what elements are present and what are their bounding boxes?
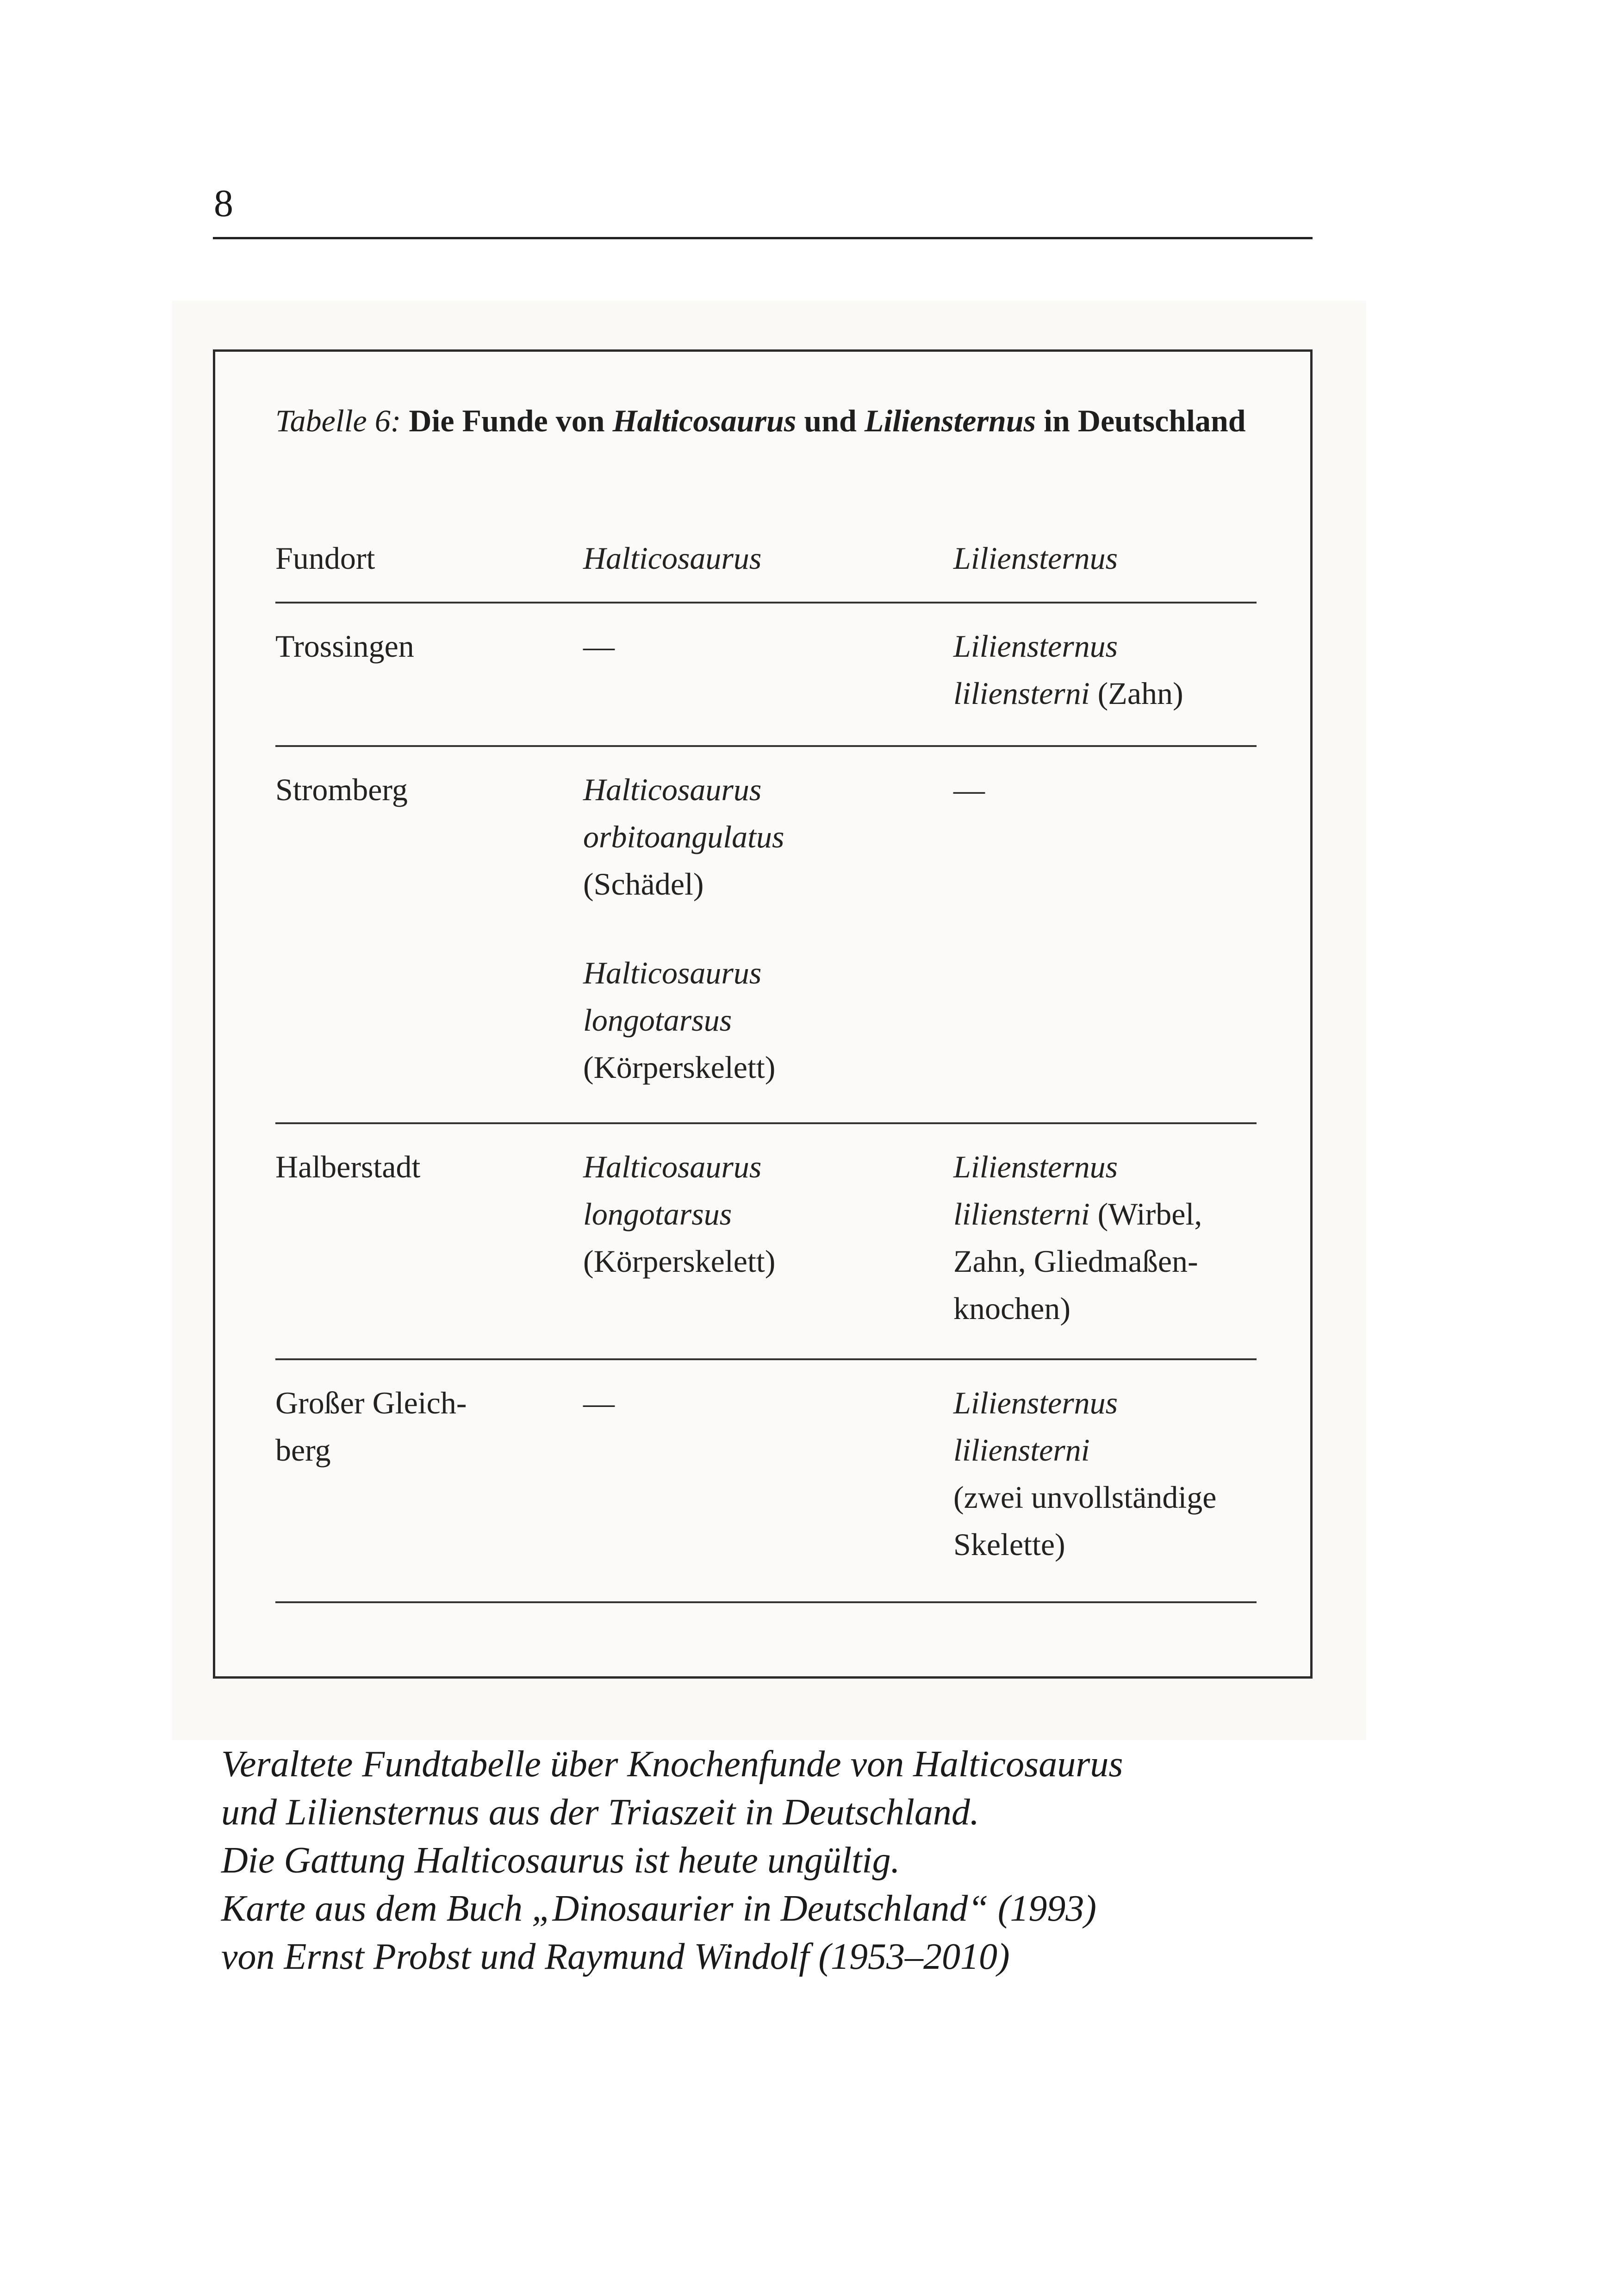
species-genus: Halticosaurus <box>583 955 762 990</box>
liliensternus-cell: — <box>953 772 985 807</box>
species-epithet: liliensterni <box>953 676 1090 711</box>
caption-line: Die Gattung Halticosaurus ist heute ungültig. <box>221 1840 900 1881</box>
caption-line: Karte aus dem Buch „Dinosaurier in Deutschland“ (1993) <box>221 1888 1097 1929</box>
table-title-part1: Die Funde von <box>401 403 613 438</box>
row-rule-line <box>275 745 1257 747</box>
find-note: Skelette) <box>953 1527 1065 1562</box>
table-bottom-rule <box>275 1601 1257 1603</box>
locality-line: berg <box>275 1432 331 1468</box>
row-rule-line <box>275 1358 1257 1360</box>
find-note: (Körperskelett) <box>583 1244 776 1279</box>
locality-cell <box>275 1379 562 1474</box>
find-note: (Körperskelett) <box>583 1050 776 1085</box>
locality-cell: Stromberg <box>275 772 408 807</box>
table-title-genus2: Liliensternus <box>864 403 1036 438</box>
species-genus: Liliensternus <box>953 1149 1118 1184</box>
find-note: knochen) <box>953 1291 1071 1326</box>
species-line <box>953 670 1268 717</box>
liliensternus-cell <box>953 1379 1268 1568</box>
species-genus: Halticosaurus <box>583 772 762 807</box>
halticosaurus-cell: — <box>583 628 615 664</box>
liliensternus-cell <box>953 1143 1268 1332</box>
species-epithet: orbitoangulatus <box>583 819 784 854</box>
halticosaurus-cell <box>583 766 935 1091</box>
locality-cell: Trossingen <box>275 628 414 664</box>
header-halticosaurus: Halticosaurus <box>583 541 762 576</box>
figure-caption <box>221 1740 1425 1981</box>
row-rule-line <box>275 1122 1257 1124</box>
table-title-part3: in Deutschland <box>1036 403 1246 438</box>
table-title-part2: und <box>796 403 865 438</box>
table-frame <box>213 349 1313 1679</box>
find-note: Zahn, Gliedmaßen- <box>953 1244 1198 1279</box>
table-title <box>275 396 1247 446</box>
locality-cell: Halberstadt <box>275 1149 421 1184</box>
caption-line: von Ernst Probst und Raymund Windolf (1953–2010) <box>221 1936 1010 1977</box>
table-title-genus1: Halticosaurus <box>612 403 797 438</box>
species-genus: Halticosaurus <box>583 1149 762 1184</box>
header-fundort: Fundort <box>275 541 375 576</box>
halticosaurus-cell <box>583 1143 935 1285</box>
find-note: (zwei unvollständige <box>953 1480 1217 1515</box>
species-epithet: longotarsus <box>583 1196 732 1232</box>
halticosaurus-cell: — <box>583 1385 615 1420</box>
species-genus: Liliensternus <box>953 1385 1118 1420</box>
species-epithet: longotarsus <box>583 1002 732 1038</box>
caption-line: Veraltete Fundtabelle über Knochenfunde von Halticosaurus <box>221 1744 1123 1785</box>
page-number: 8 <box>214 182 233 225</box>
locality-line: Großer Gleich- <box>275 1385 467 1420</box>
find-note: (Zahn) <box>1089 676 1183 711</box>
liliensternus-cell <box>953 622 1268 717</box>
species-genus: Liliensternus <box>953 628 1118 664</box>
find-note: (Wirbel, <box>1089 1196 1202 1232</box>
header-rule-line <box>275 602 1257 604</box>
species-epithet: liliensterni <box>953 1196 1090 1232</box>
table-title-prefix: Tabelle 6: <box>275 403 401 438</box>
find-note: (Schädel) <box>583 866 704 902</box>
species-epithet: liliensterni <box>953 1432 1090 1468</box>
caption-line: und Liliensternus aus der Triaszeit in Deutschland. <box>221 1792 979 1833</box>
species-line <box>953 1190 1268 1238</box>
header-rule <box>213 237 1313 239</box>
header-liliensternus: Liliensternus <box>953 541 1118 576</box>
